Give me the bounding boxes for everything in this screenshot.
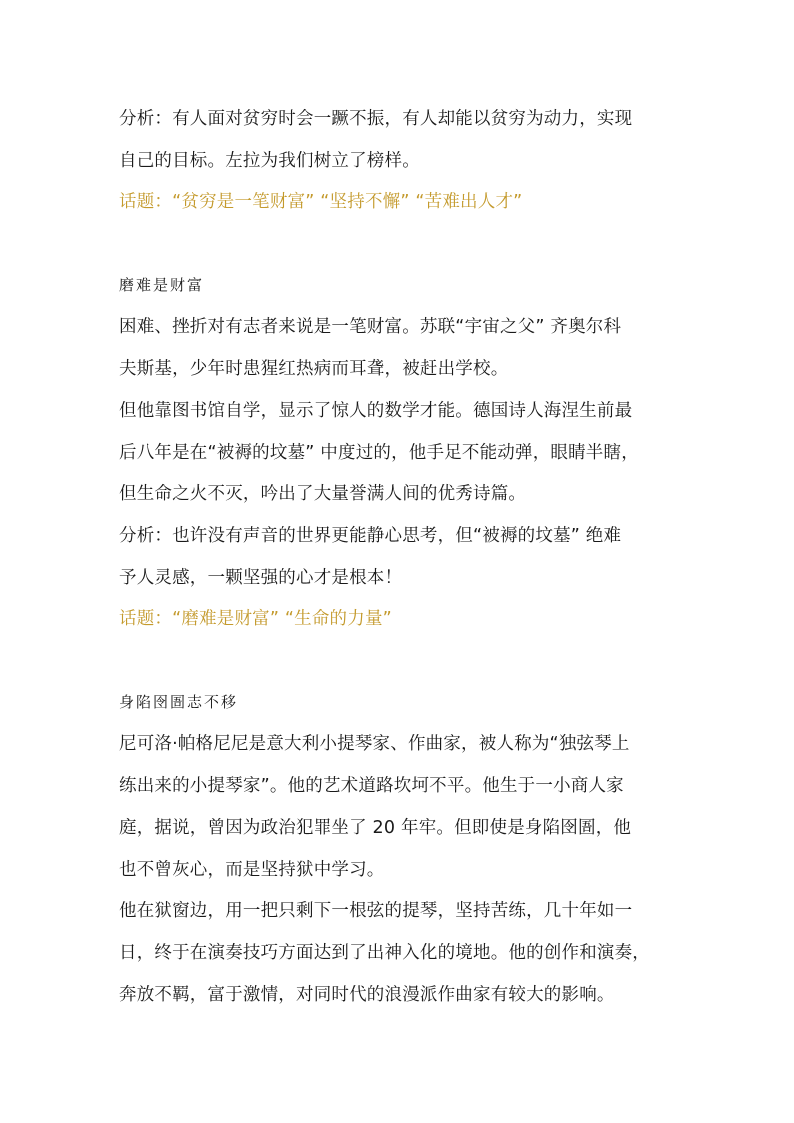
body-paragraph-line: 他在狱窗边，用一把只剩下一根弦的提琴，坚持苦练，几十年如一: [119, 901, 633, 921]
body-paragraph-line: 奔放不羁，富于激情，对同时代的浪漫派作曲家有较大的影响。: [119, 985, 615, 1005]
body-paragraph-line: 但他靠图书馆自学，显示了惊人的数学才能。德国诗人海涅生前最: [119, 401, 633, 421]
topic-line: 话题：“磨难是财富” “生命的力量”: [119, 609, 392, 629]
body-paragraph-line: 日，终于在演奏技巧方面达到了出神入化的境地。他的创作和演奏，: [119, 943, 650, 963]
topic-line: 话题：“贫穷是一笔财富” “坚持不懈” “苦难出人才”: [119, 192, 523, 212]
analysis-paragraph-line: 予人灵感，一颗坚强的心才是根本！: [119, 568, 403, 588]
analysis-paragraph-line: 分析：也许没有声音的世界更能静心思考，但“被褥的坟墓” 绝难: [119, 526, 622, 546]
analysis-paragraph-line: 分析：有人面对贫穷时会一蹶不振，有人却能以贫穷为动力，实现: [119, 109, 633, 129]
body-paragraph-line: 练出来的小提琴家”。他的艺术道路坎坷不平。他生于一小商人家: [119, 776, 624, 796]
section-heading: 身陷囹圄志不移: [119, 693, 239, 711]
body-paragraph-line: 夫斯基，少年时患猩红热病而耳聋，被赶出学校。: [119, 359, 509, 379]
body-paragraph-line: 后八年是在“被褥的坟墓” 中度过的，他手足不能动弹，眼睛半瞎，: [119, 443, 639, 463]
body-paragraph-line: 尼可洛·帕格尼尼是意大利小提琴家、作曲家，被人称为“独弦琴上: [119, 734, 630, 754]
body-paragraph-line: 也不曾灰心，而是坚持狱中学习。: [119, 860, 385, 880]
body-paragraph-line: 庭，据说，曾因为政治犯罪坐了 20 年牢。但即使是身陷囹圄，他: [119, 818, 632, 838]
section-heading: 磨难是财富: [119, 276, 205, 294]
analysis-paragraph-line: 自己的目标。左拉为我们树立了榜样。: [119, 151, 420, 171]
body-paragraph-line: 困难、挫折对有志者来说是一笔财富。苏联“宇宙之父” 齐奥尔科: [119, 317, 622, 337]
body-paragraph-line: 但生命之火不灭，吟出了大量誉满人间的优秀诗篇。: [119, 484, 527, 504]
